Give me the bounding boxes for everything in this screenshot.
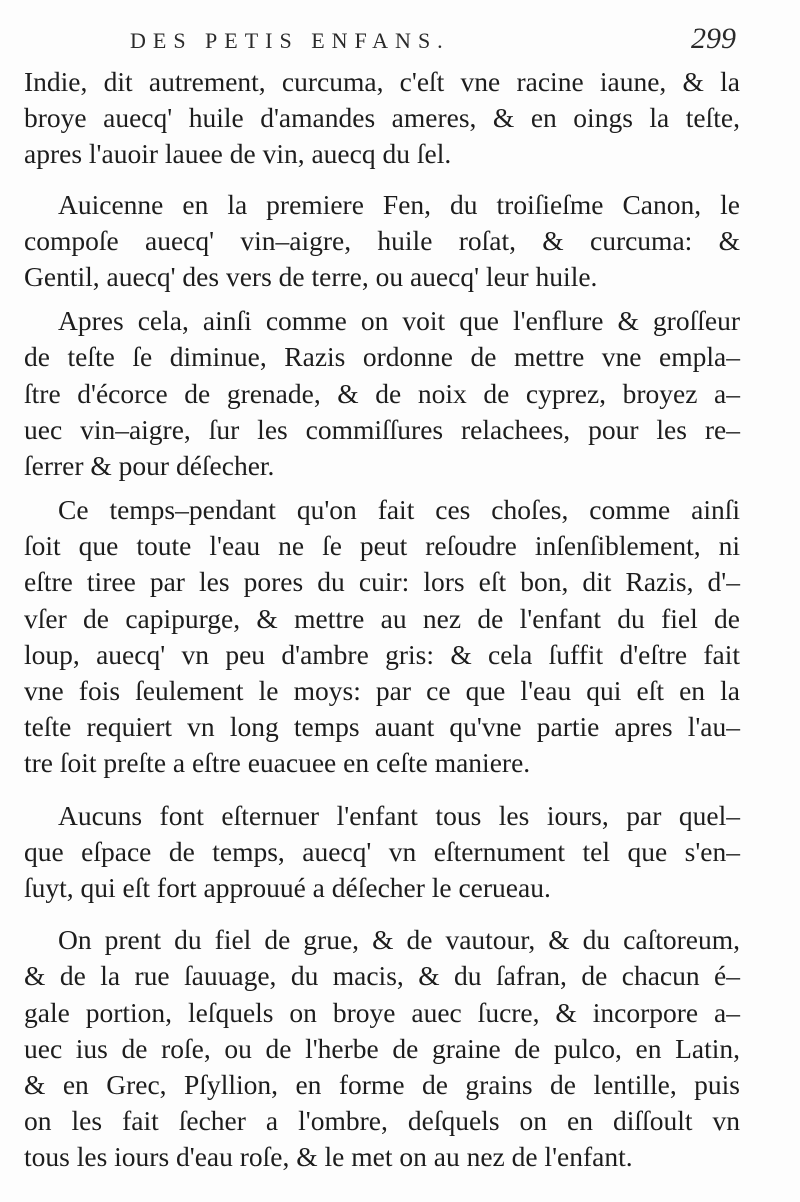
text-line: & en Grec, Pſyllion, en forme de grains de lentille, puis — [24, 1068, 740, 1100]
text-line: ſuyt, qui eſt fort approuué a déſecher le cerueau. — [24, 871, 551, 903]
text-line: ſoit que toute l'eau ne ſe peut reſoudre inſenſiblement, ni — [24, 530, 740, 562]
text-line: vne fois ſeulement le moys: par ce que l'eau qui eſt en la — [24, 675, 740, 706]
text-line: que eſpace de temps, auecq' vn eſternument tel que s'en– — [24, 835, 740, 867]
text-line: Gentil, auecq' des vers de terre, ou auecq' leur huile. — [24, 260, 598, 292]
text-line: Indie, dit autrement, curcuma, c'eſt vne racine iaune, & la — [24, 66, 740, 97]
text-line: teſte requiert vn long temps auant qu'vne partie apres l'au– — [24, 711, 740, 743]
text-line: tous les iours d'eau roſe, & le met on au nez de l'enfant. — [24, 1141, 633, 1173]
text-line: Apres cela, ainſi comme on voit que l'enflure & groſſeur — [58, 305, 740, 337]
text-line: de teſte ſe diminue, Razis ordonne de mettre vne empla– — [24, 341, 740, 373]
text-line: Auicenne en la premiere Fen, du troiſieſme Canon, le — [58, 188, 740, 220]
running-title: DES PETIS ENFANS. — [130, 28, 450, 53]
text-line: eſtre tiree par les pores du cuir: lors eſt bon, dit Razis, d'– — [24, 566, 740, 598]
text-line: gale portion, leſquels on broye auec ſucre, & incorpore a– — [24, 996, 740, 1028]
paragraph — [24, 798, 740, 907]
text-line: & de la rue ſauuage, du macis, & du ſafran, de chacun é– — [24, 960, 740, 992]
text-line: uec ius de roſe, ou de l'herbe de graine de pulco, en Latin, — [24, 1032, 740, 1064]
text-line: broye auecq' huile d'amandes ameres, & en oings la teſte, — [24, 102, 740, 134]
text-line: compoſe auecq' vin–aigre, huile roſat, & curcuma: & — [24, 224, 740, 256]
text-line: ſtre d'écorce de grenade, & de noix de cyprez, broyez a– — [24, 377, 740, 409]
text-line: vſer de capipurge, & mettre au nez de l'enfant du fiel de — [24, 602, 740, 634]
paragraph — [24, 922, 740, 1175]
text-line: On prent du fiel de grue, & de vautour, & du caſtoreum, — [58, 924, 740, 956]
paragraph — [24, 303, 740, 484]
text-line: loup, auecq' vn peu d'ambre gris: & cela ſuffit d'eſtre fait — [24, 638, 740, 670]
page-number: 299 — [691, 22, 736, 55]
body-text — [24, 64, 740, 1175]
text-line: ſerrer & pour déſecher. — [24, 449, 275, 481]
text-line: Aucuns font eſternuer l'enfant tous les iours, par quel– — [58, 799, 740, 831]
paragraph — [24, 492, 740, 782]
text-line: uec vin–aigre, ſur les commiſſures relachees, pour les re– — [24, 413, 740, 445]
text-line: tre ſoit preſte a eſtre euacuee en ceſte maniere. — [24, 747, 531, 779]
paragraph — [24, 187, 740, 296]
text-line: on les fait ſecher a l'ombre, deſquels on en diſſoult vn — [24, 1105, 740, 1137]
text-line: Ce temps–pendant qu'on fait ces choſes, comme ainſi — [58, 494, 740, 526]
text-line: apres l'auoir lauee de vin, auecq du ſel. — [24, 138, 452, 170]
paragraph — [24, 64, 740, 173]
